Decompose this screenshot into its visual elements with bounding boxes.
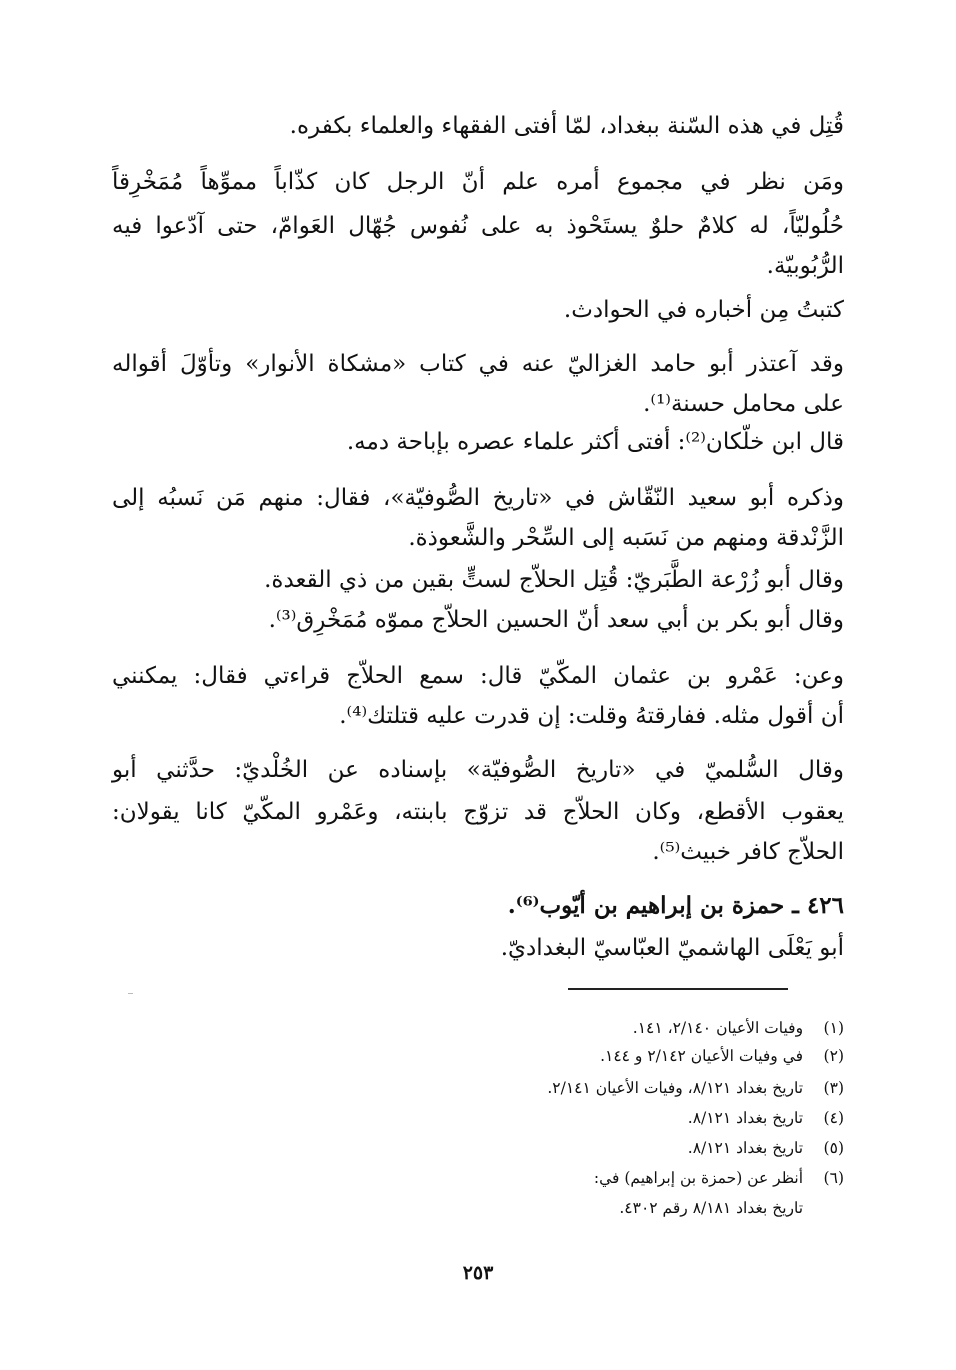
footnote-text: تاريخ بغداد ٨/١٢١.	[687, 1109, 804, 1127]
body-line: حُلُوليّاً، له كلامٌ حلوٌ يستَحْوذ به على نُفوس جُهّال العَوامّ، حتى آدّعوا فيه	[112, 213, 844, 239]
body-line: على محامل حسنة⁽¹⁾.	[643, 391, 844, 417]
body-line: الزَّنْدقة ومنهم من نَسَبه إلى السِّحْر والشَّعوذة.	[408, 525, 844, 551]
body-line: وذكره أبو سعيد النّقّاش في «تاريخ الصُّوفيّة»، فقال: منهم مَن نَسبُه إلى	[112, 485, 844, 511]
footnote-number: (٣)	[823, 1079, 844, 1097]
footnote-number: (٦)	[823, 1169, 844, 1187]
footnote	[484, 1194, 844, 1222]
body-line: وعن: عَمْرو بن عثمان المكّيّ قال: سمع الحلاّج قراءتي فقال: يمكنني	[112, 663, 844, 689]
body-line: قُتِل في هذه السّنة ببغداد، لمّا أفتى الفقهاء والعلماء بكفره.	[289, 113, 844, 139]
body-line: أن أقول مثله. ففارقتهُ وقلت: إن قدرت عليه قتلتك⁽⁴⁾.	[339, 703, 844, 729]
footnote	[484, 1074, 844, 1102]
footnote-text: تاريخ بغداد ٨/١٢١.	[687, 1139, 804, 1157]
footnote-text: أنظر عن (حمزة بن إبراهيم) في:	[593, 1169, 804, 1187]
footnote	[484, 1014, 844, 1042]
footnote	[484, 1104, 844, 1132]
footnote-text: تاريخ بغداد ٨/١٢١، وفيات الأعيان ٢/١٤١.	[547, 1079, 804, 1097]
body-line: وقد آعتذر أبو حامد الغزاليّ عنه في كتاب «مشكاة الأنوار» وتأوّلَ أقواله	[112, 351, 844, 377]
body-line: ومَن نظر في مجموع أمره علم أنّ الرجل كان كذّاباً مموِّهاً مُمَخْرِقاً	[112, 169, 844, 195]
body-line: كتبتُ مِن أخباره في الحوادث.	[563, 297, 844, 323]
footnote-text: في وفيات الأعيان ٢/١٤٢ و ١٤٤.	[600, 1047, 804, 1065]
footnote-number: (٤)	[823, 1109, 844, 1127]
body-line: الرُّبُوبيّة.	[766, 253, 844, 279]
footnote-number: (٥)	[823, 1139, 844, 1157]
entry-subtitle: أبو يَعْلَى الهاشميّ العبّاسيّ البغداديّ.	[500, 935, 844, 961]
body-line: يعقوب الأقطع، وكان الحلاّج قد تزوّج بابنته، وعَمْرو المكّيّ كانا يقولان:	[112, 799, 845, 825]
entry-heading: ٤٢٦ ـ حمزة بن إبراهيم بن أيّوب⁽⁶⁾.	[507, 892, 844, 919]
footnote	[484, 1042, 844, 1070]
footnote-text: وفيات الأعيان ٢/١٤٠، ١٤١.	[632, 1019, 804, 1037]
body-line: وقال أبو بكر بن أبي سعد أنّ الحسين الحلاّج مموّه مُمَخْرِق⁽³⁾.	[268, 607, 844, 633]
scan-speck	[128, 993, 133, 994]
footnote-separator	[568, 988, 788, 990]
footnote-text: تاريخ بغداد ٨/١٨١ رقم ٤٣٠٢.	[619, 1199, 804, 1217]
footnote-number: (٢)	[823, 1047, 844, 1065]
body-line: وقال أبو زُرْعة الطَّبَريّ: قُتِل الحلاّج لستٍّ بقين من ذي القعدة.	[264, 567, 844, 593]
page-number: ٢٥٣	[462, 1262, 494, 1284]
body-line: الحلاّج كافر خبيث⁽⁵⁾.	[652, 839, 844, 865]
footnote-number: (١)	[823, 1019, 844, 1037]
body-line: قال ابن خلّكان⁽²⁾: أفتى أكثر علماء عصره بإباحة دمه.	[346, 429, 844, 455]
footnote	[484, 1164, 844, 1192]
body-line: وقال السُّلميّ في «تاريخ الصُّوفيّة» بإسناده عن الخُلْديّ: حدَّثني أبو	[112, 757, 844, 783]
footnote	[484, 1134, 844, 1162]
